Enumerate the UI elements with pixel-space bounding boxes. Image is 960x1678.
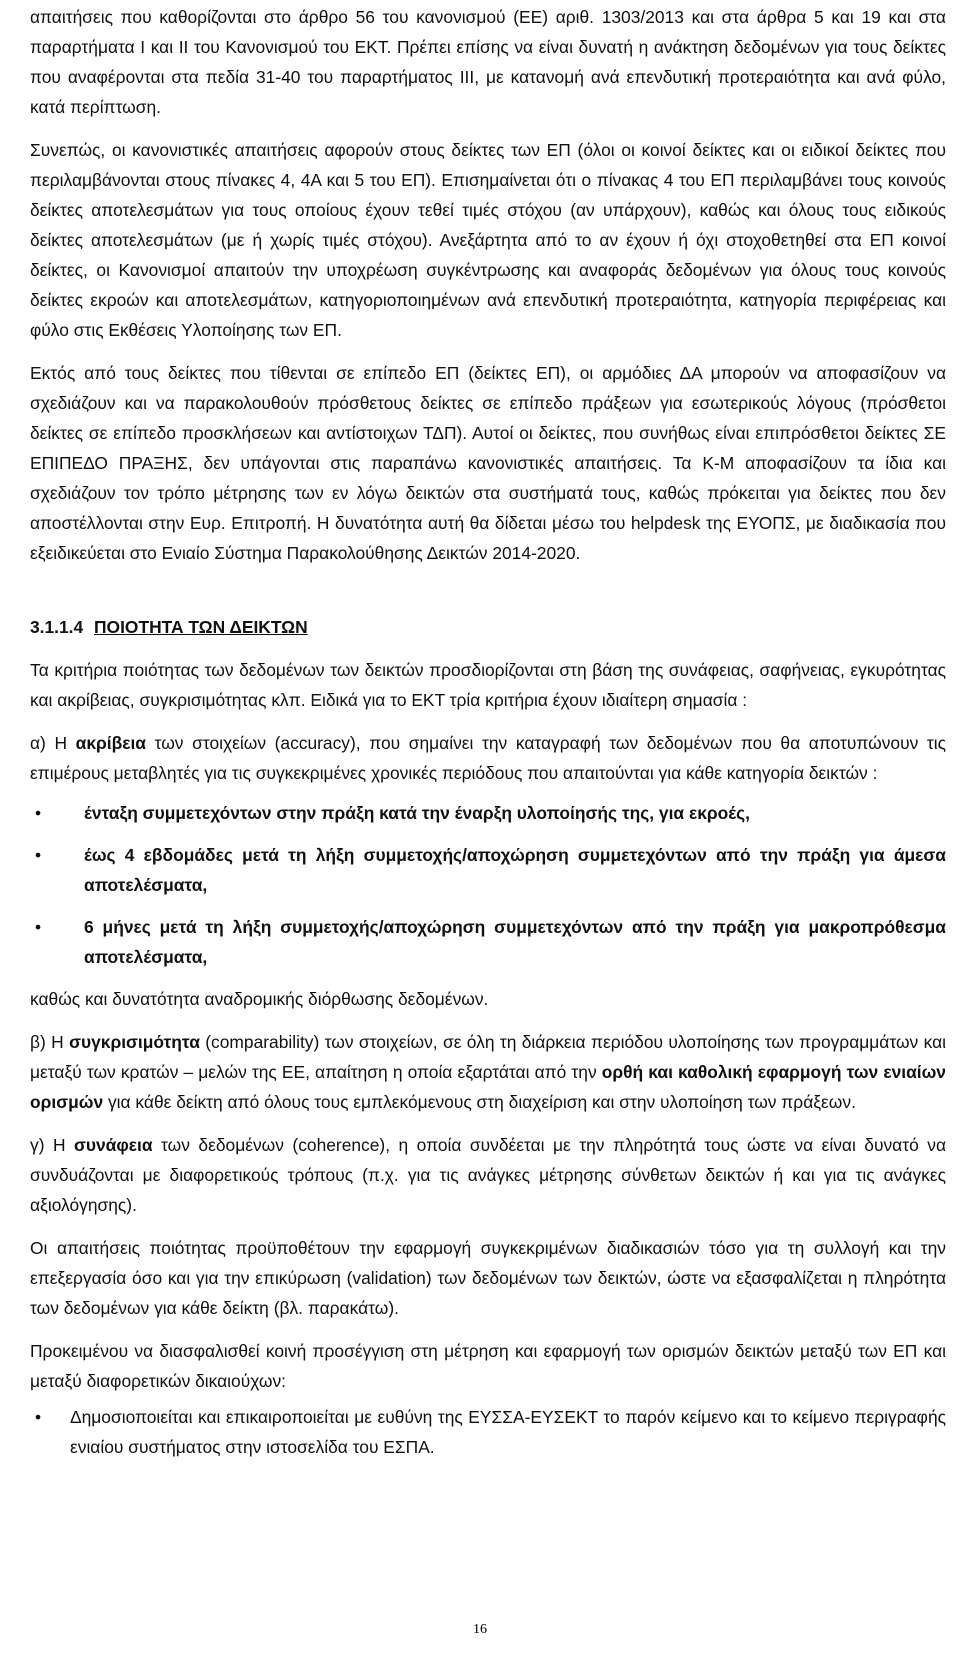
item-prefix: γ) Η <box>30 1135 74 1155</box>
timing-bullet-list <box>30 798 946 972</box>
list-item: • έως 4 εβδομάδες μετά τη λήξη συμμετοχής/αποχώρηση συμμετεχόντων από την πράξη για άμεσα αποτελέσματα, <box>30 840 946 900</box>
paragraph-common-approach: Προκειμένου να διασφαλισθεί κοινή προσέγγιση στη μέτρηση και εφαρμογή των ορισμών δεικτών μεταξύ των ΕΠ και μεταξύ διαφορετικών δικαιούχων: <box>30 1341 946 1391</box>
item-text: των δεδομένων (coherence), η οποία συνδέεται με την πληρότητά τους ώστε να είναι δυνατό να συνδυάζονται με διαφορετικούς τρόπους (π.χ. για τις ανάγκες μέτρησης σύνθετων δεικτών ή και για τις ανάγκες αξιολόγησης). <box>30 1135 946 1215</box>
item-prefix: α) Η <box>30 733 76 753</box>
term-comparability: συγκρισιμότητα <box>69 1032 200 1052</box>
list-item: • 6 μήνες μετά τη λήξη συμμετοχής/αποχώρηση συμμετεχόντων από την πράξη για μακροπρόθεσμα αποτελέσματα, <box>30 912 946 972</box>
item-text: (comparability) των στοιχείων, σε όλη τη διάρκεια περιόδου υλοποίησης των προγραμμάτων και μεταξύ των κρατών – μελών της ΕΕ, απαίτηση η οποία εξαρτάται από την <box>30 1032 946 1082</box>
list-item: • Δημοσιοποιείται και επικαιροποιείται με ευθύνη της ΕΥΣΣΑ-ΕΥΣΕΚΤ το παρόν κείμενο και το κείμενο περιγραφής ενιαίου συστήματος στην ιστοσελίδα του ΕΣΠΑ. <box>30 1402 946 1462</box>
page-number: 16 <box>473 1622 487 1637</box>
paragraph-criteria: Τα κριτήρια ποιότητας των δεδομένων των δεικτών προσδιορίζονται στη βάση της συνάφειας, σαφήνειας, εγκυρότητας και ακρίβειας, συγκρισιμότητας κλπ. Ειδικά για το ΕΚΤ τρία κριτήρια έχουν ιδιαίτερη σημασία : <box>30 660 946 710</box>
term-correct-application: ορθή και καθολική εφαρμογή των ενιαίων ορισμών <box>30 1062 946 1112</box>
paragraph-intro: απαιτήσεις που καθορίζονται στο άρθρο 56 του κανονισμού (ΕΕ) αριθ. 1303/2013 και στα άρθρα 5 και 19 και στα παραρτήματα Ι και ΙΙ του Κανονισμού του ΕΚΤ. Πρέπει επίσης να είναι δυνατή η ανάκτηση δεδομένων για τους δείκτες που αναφέρονται στα πεδία 31-40 του παραρτήματος ΙΙΙ, με κατανομή ανά επενδυτική προτεραιότητα και ανά φύλο, κατά περίπτωση. <box>30 7 946 117</box>
paragraph-accuracy <box>30 728 946 788</box>
section-title: ΠΟΙΟΤΗΤΑ ΤΩΝ ΔΕΙΚΤΩΝ <box>94 617 308 637</box>
section-heading <box>30 612 946 642</box>
item-text: των στοιχείων (accuracy), που σημαίνει την καταγραφή των δεδομένων που θα αποτυπώνουν τις επιμέρους μεταβλητές για τις συγκεκριμένες χρονικές περιόδους που απαιτούνται για κάθε κατηγορία δεικτών : <box>30 733 946 783</box>
term-coherence: συνάφεια <box>73 1135 153 1155</box>
list-item: • ένταξη συμμετεχόντων στην πράξη κατά την έναρξη υλοποίησής της, για εκροές, <box>30 798 946 828</box>
publication-bullet-list <box>30 1402 946 1462</box>
item-prefix: β) Η <box>30 1032 70 1052</box>
section-number: 3.1.1.4 <box>30 617 84 637</box>
paragraph-correction: καθώς και δυνατότητα αναδρομικής διόρθωσης δεδομένων. <box>30 989 489 1009</box>
paragraph-coherence <box>30 1130 946 1220</box>
paragraph-additional-indicators: Εκτός από τους δείκτες που τίθενται σε επίπεδο ΕΠ (δείκτες ΕΠ), οι αρμόδιες ΔΑ μπορούν να αποφασίζουν να σχεδιάζουν και να παρακολουθούν πρόσθετους δείκτες σε επίπεδο πράξεων για εσωτερικούς λόγους (πρόσθετοι δείκτες σε επίπεδο προσκλήσεων και αντίστοιχων ΤΔΠ). Αυτοί οι δείκτες, που συνήθως είναι επιπρόσθετοι δείκτες ΣΕ ΕΠΙΠΕΔΟ ΠΡΑΞΗΣ, δεν υπάγονται στις παραπάνω κανονιστικές απαιτήσεις. Τα Κ-Μ αποφασίζουν τα ίδια και σχεδιάζουν τον τρόπο μέτρησης των εν λόγω δεικτών στα συστήματά τους, καθώς πρόκειται για δείκτες που δεν αποστέλλονται στην Ευρ. Επιτροπή. Η δυνατότητα αυτή θα δίδεται μέσω του helpdesk της ΕΥΟΠΣ, με διαδικασία που εξειδικεύεται στο Ενιαίο Σύστημα Παρακολούθησης Δεικτών 2014-2020. <box>30 363 946 563</box>
paragraph-regulatory: Συνεπώς, οι κανονιστικές απαιτήσεις αφορούν στους δείκτες των ΕΠ (όλοι οι κοινοί δείκτες και οι ειδικοί δείκτες που περιλαμβάνονται στους πίνακες 4, 4Α και 5 του ΕΠ). Επισημαίνεται ότι ο πίνακας 4 του ΕΠ περιλαμβάνει τους κοινούς δείκτες αποτελεσμάτων για τους οποίους έχουν τεθεί τιμές στόχου (αν υπάρχουν), καθώς και όλους τους ειδικούς δείκτες αποτελεσμάτων (με ή χωρίς τιμές στόχου). Ανεξάρτητα από το αν έχουν ή όχι στοχοθετηθεί στα ΕΠ κοινοί δείκτες, οι Κανονισμοί απαιτούν την υποχρέωση συγκέντρωσης και αναφοράς δεδομένων για όλους τους κοινούς δείκτες εκροών και αποτελεσμάτων, κατηγοριοποιημένων ανά επενδυτική προτεραιότητα, κατηγορία περιφέρειας και φύλο στις Εκθέσεις Υλοποίησης των ΕΠ. <box>30 140 946 340</box>
paragraph-requirements: Οι απαιτήσεις ποιότητας προϋποθέτουν την εφαρμογή συγκεκριμένων διαδικασιών τόσο για τη συλλογή και την επεξεργασία όσο και για την επικύρωση (validation) των δεδομένων των δεικτών, ώστε να εξασφαλίζεται η πληρότητα των δεδομένων για κάθε δείκτη (βλ. παρακάτω). <box>30 1238 946 1318</box>
item-text: για κάθε δείκτη από όλους τους εμπλεκόμενους στη διαχείριση και στην υλοποίηση των πράξεων. <box>103 1092 856 1112</box>
paragraph-comparability <box>30 1027 946 1117</box>
term-accuracy: ακρίβεια <box>75 733 146 753</box>
